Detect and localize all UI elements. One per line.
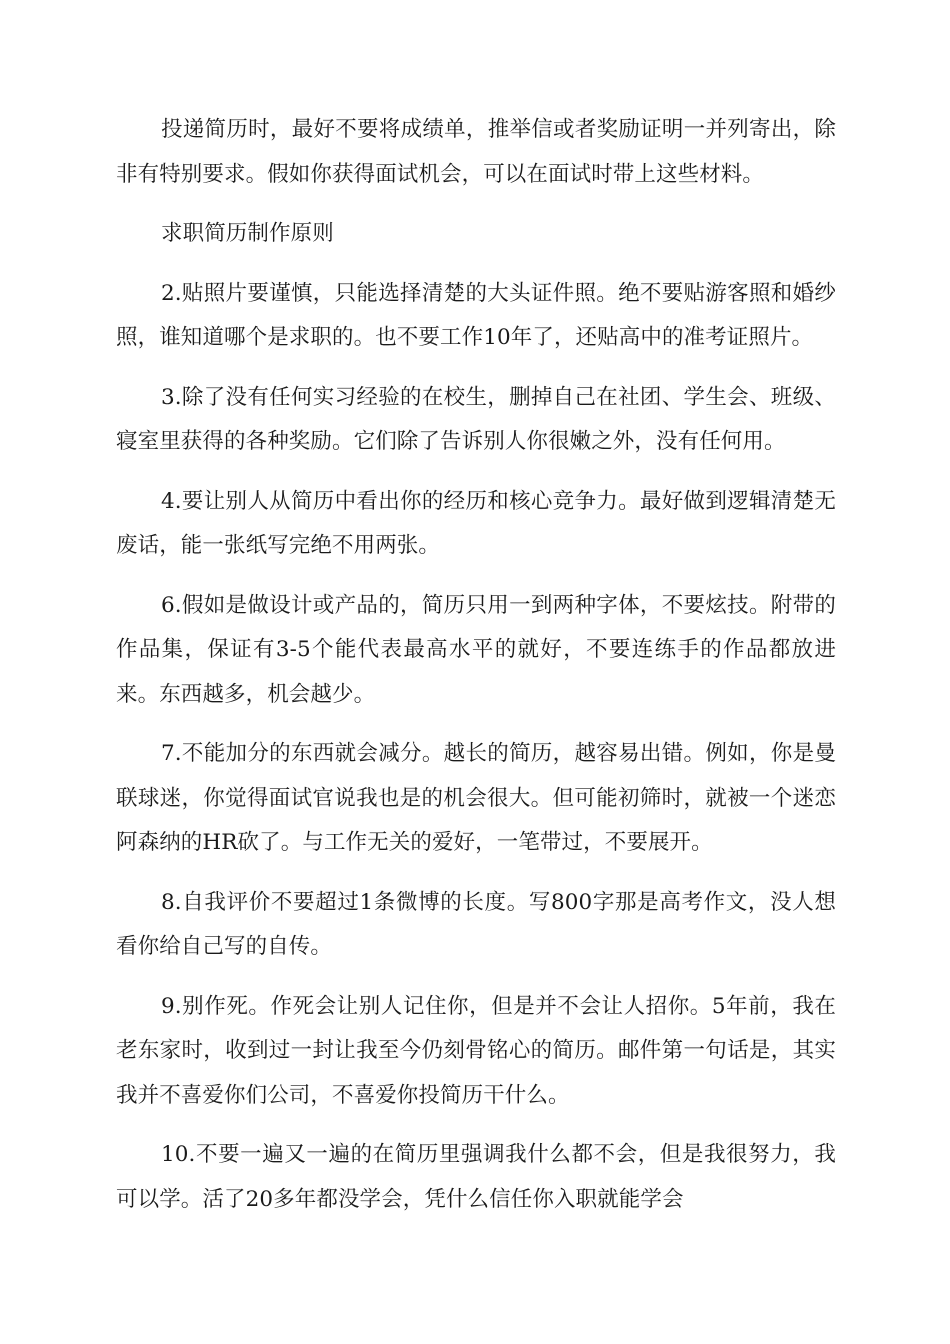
paragraph-item-4: 4.要让别人从简历中看出你的经历和核心竞争力。最好做到逻辑清楚无废话，能一张纸写完绝不用两张。 [116, 488, 836, 558]
paragraph-item-8: 8.自我评价不要超过1条微博的长度。写800字那是高考作文，没人想看你给自己写的自传。 [116, 889, 836, 959]
section-heading: 求职简历制作原则 [161, 221, 334, 246]
paragraph-item-2: 2.贴照片要谨慎，只能选择清楚的大头证件照。绝不要贴游客照和婚纱照，谁知道哪个是求职的。也不要工作10年了，还贴高中的准考证照片。 [116, 280, 836, 350]
paragraph-item-9: 9.别作死。作死会让别人记住你，但是并不会让人招你。5年前，我在老东家时，收到过一封让我至今仍刻骨铭心的简历。邮件第一句话是，其实我并不喜爱你们公司，不喜爱你投简历干什么。 [116, 993, 836, 1108]
paragraph-item-10: 10.不要一遍又一遍的在简历里强调我什么都不会，但是我很努力，我可以学。活了20多年都没学会，凭什么信任你入职就能学会 [116, 1142, 836, 1212]
paragraph-item-7: 7.不能加分的东西就会减分。越长的简历，越容易出错。例如，你是曼联球迷，你觉得面试官说我也是的机会很大。但可能初筛时，就被一个迷恋阿森纳的HR砍了。与工作无关的爱好，一笔带过，不要展开。 [116, 741, 836, 855]
paragraph-item-6: 6.假如是做设计或产品的，简历只用一到两种字体，不要炫技。附带的作品集，保证有3-5个能代表最高水平的就好，不要连练手的作品都放进来。东西越多，机会越少。 [116, 592, 836, 707]
paragraph-intro: 投递简历时，最好不要将成绩单，推举信或者奖励证明一并列寄出，除非有特别要求。假如你获得面试机会，可以在面试时带上这些材料。 [116, 117, 836, 187]
document-page [116, 108, 836, 1237]
paragraph-item-3: 3.除了没有任何实习经验的在校生，删掉自己在社团、学生会、班级、寝室里获得的各种奖励。它们除了告诉别人你很嫩之外，没有任何用。 [116, 384, 836, 454]
